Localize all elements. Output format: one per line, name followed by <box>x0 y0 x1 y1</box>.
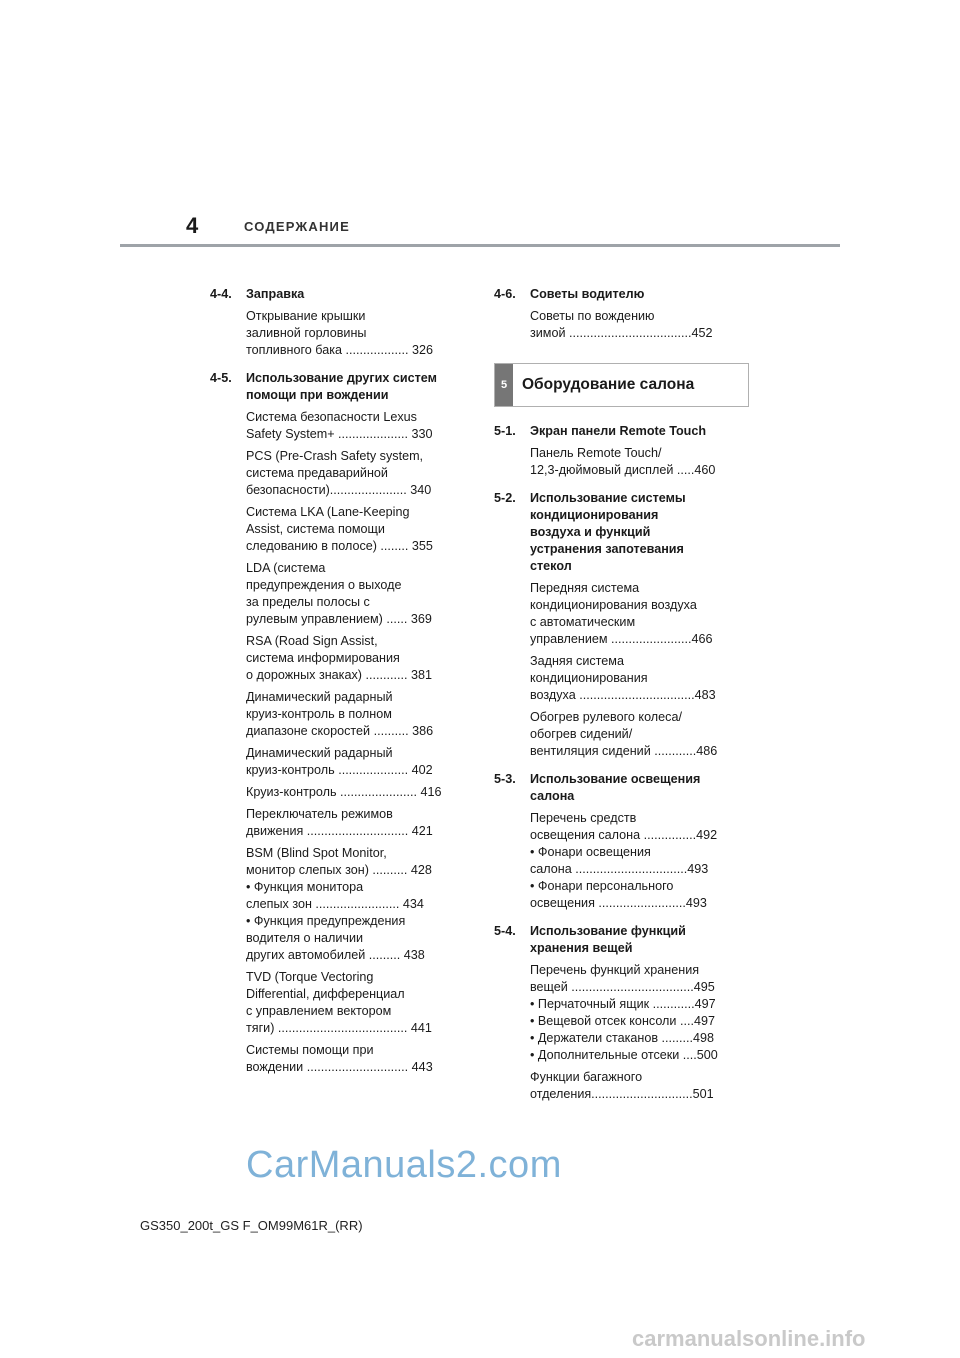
chapter-header[interactable] <box>494 363 749 407</box>
section-number: 4-6. <box>494 287 516 301</box>
text-line: Круиз-контроль ...................... 416 <box>246 785 442 799</box>
toc-subentry[interactable] <box>494 878 749 912</box>
text-line: за пределы полосы с <box>246 595 370 609</box>
text-line: помощи при вождении <box>246 388 389 402</box>
toc-subentry[interactable] <box>494 1030 749 1047</box>
toc-entry[interactable] <box>210 504 460 555</box>
section-number: 5-1. <box>494 424 516 438</box>
section-heading[interactable] <box>494 423 749 440</box>
text-line: • Функция монитора <box>246 880 364 894</box>
header-divider <box>120 244 840 247</box>
text-line: устранения запотевания <box>530 542 684 556</box>
text-line: обогрев сидений/ <box>530 727 633 741</box>
text-line: освещения .........................493 <box>530 896 707 910</box>
text-line: Советы по вождению <box>530 309 655 323</box>
toc-subentry[interactable] <box>494 996 749 1013</box>
footer-model-code: GS350_200t_GS F_OM99M61R_(RR) <box>140 1218 363 1233</box>
text-line: 12,3-дюймовый дисплей .....460 <box>530 463 716 477</box>
text-line: Перечень функций хранения <box>530 963 700 977</box>
toc-entry[interactable] <box>494 1069 749 1103</box>
text-line: Safety System+ .................... 330 <box>246 427 433 441</box>
page-header <box>120 213 840 247</box>
toc-entry[interactable] <box>210 560 460 628</box>
text-line: RSA (Road Sign Assist, <box>246 634 378 648</box>
text-line: • Перчаточный ящик ............497 <box>530 997 716 1011</box>
toc-section-group <box>494 286 749 353</box>
section-heading[interactable] <box>494 286 749 303</box>
text-line: кондиционирования <box>530 671 648 685</box>
section-title <box>530 286 749 303</box>
text-line: круиз-контроль в полном <box>246 707 392 721</box>
text-line: система информирования <box>246 651 400 665</box>
text-line: Открывание крышки <box>246 309 366 323</box>
toc-entry[interactable] <box>494 653 749 704</box>
text-line: отделения.............................501 <box>530 1087 714 1101</box>
text-line: стекол <box>530 559 572 573</box>
section-spacer <box>210 1081 460 1087</box>
toc-entry[interactable] <box>210 1042 460 1076</box>
text-line: • Держатели стаканов .........498 <box>530 1031 715 1045</box>
chapter-number-tab: 5 <box>495 364 513 406</box>
text-line: хранения вещей <box>530 941 633 955</box>
text-line: движения ............................. 421 <box>246 824 433 838</box>
toc-subentry[interactable] <box>210 879 460 913</box>
section-title <box>530 771 749 805</box>
section-number: 5-2. <box>494 491 516 505</box>
toc-entry[interactable] <box>494 445 749 479</box>
toc-entry[interactable] <box>210 308 460 359</box>
text-line: Differential, дифференциал <box>246 987 405 1001</box>
section-heading[interactable] <box>210 370 460 404</box>
text-line: круиз-контроль .................... 402 <box>246 763 433 777</box>
text-line: безопасности)...................... 340 <box>246 483 432 497</box>
section-spacer <box>494 347 749 353</box>
text-line: предупреждения о выходе <box>246 578 402 592</box>
text-line: • Дополнительные отсеки ....500 <box>530 1048 718 1062</box>
text-line: Использование освещения <box>530 772 701 786</box>
text-line: рулевым управлением) ...... 369 <box>246 612 432 626</box>
toc-entry[interactable] <box>210 448 460 499</box>
text-line: BSM (Blind Spot Monitor, <box>246 846 387 860</box>
section-number: 4-4. <box>210 287 232 301</box>
text-line: Экран панели Remote Touch <box>530 424 707 438</box>
text-line: кондиционирования воздуха <box>530 598 697 612</box>
text-line: воздуха .................................483 <box>530 688 716 702</box>
section-number: 5-4. <box>494 924 516 938</box>
section-number: 5-3. <box>494 772 516 786</box>
text-line: • Вещевой отсек консоли ....497 <box>530 1014 715 1028</box>
toc-entry[interactable] <box>494 810 749 844</box>
text-line: Перечень средств <box>530 811 637 825</box>
text-line: вентиляция сидений ............486 <box>530 744 718 758</box>
text-line: воздуха и функций <box>530 525 651 539</box>
watermark-carmanualsonline: carmanualsonline.info <box>632 1326 866 1351</box>
text-line: с автоматическим <box>530 615 636 629</box>
text-line: Переключатель режимов <box>246 807 393 821</box>
section-heading[interactable] <box>494 771 749 805</box>
text-line: Использование системы <box>530 491 686 505</box>
text-line: Использование функций <box>530 924 686 938</box>
text-line: Панель Remote Touch/ <box>530 446 662 460</box>
text-line: Система LKA (Lane-Keeping <box>246 505 410 519</box>
section-title <box>246 370 460 404</box>
text-line: слепых зон ........................ 434 <box>246 897 424 911</box>
toc-entry[interactable] <box>494 962 749 996</box>
page-title: СОДЕРЖАНИЕ <box>244 219 350 234</box>
text-line: Системы помощи при <box>246 1043 374 1057</box>
text-line: • Функция предупреждения <box>246 914 406 928</box>
text-line: TVD (Torque Vectoring <box>246 970 374 984</box>
text-line: Использование других систем <box>246 371 437 385</box>
text-line: • Фонари персонального <box>530 879 674 893</box>
text-line: система предаварийной <box>246 466 388 480</box>
toc-entry[interactable] <box>210 689 460 740</box>
toc-entry[interactable] <box>210 745 460 779</box>
toc-entry[interactable] <box>210 784 460 801</box>
text-line: топливного бака .................. 326 <box>246 343 434 357</box>
text-line: Динамический радарный <box>246 690 393 704</box>
text-line: тяги) ..................................... 441 <box>246 1021 432 1035</box>
text-line: водителя о наличии <box>246 931 364 945</box>
text-line: вещей ...................................495 <box>530 980 715 994</box>
toc-section-group <box>494 423 749 1114</box>
section-spacer <box>494 1108 749 1114</box>
section-title <box>530 923 749 957</box>
chapter-title: Оборудование салона <box>522 376 695 393</box>
section-number: 4-5. <box>210 371 232 385</box>
toc-subentry[interactable] <box>494 1047 749 1064</box>
text-line: следованию в полосе) ........ 355 <box>246 539 433 553</box>
toc-entry[interactable] <box>210 633 460 684</box>
section-heading[interactable] <box>210 286 460 303</box>
toc-entry[interactable] <box>210 806 460 840</box>
text-line: Заправка <box>246 287 305 301</box>
toc-entry[interactable] <box>494 709 749 760</box>
toc-entry[interactable] <box>210 845 460 879</box>
toc-entry[interactable] <box>494 308 749 342</box>
page-number: 4 <box>186 213 199 238</box>
text-line: Задняя система <box>530 654 624 668</box>
toc-left-column <box>210 286 460 1087</box>
text-line: Обогрев рулевого колеса/ <box>530 710 682 724</box>
text-line: освещения салона ...............492 <box>530 828 718 842</box>
section-heading[interactable] <box>494 923 749 957</box>
toc-subentry[interactable] <box>494 1013 749 1030</box>
text-line: других автомобилей ......... 438 <box>246 948 425 962</box>
text-line: зимой ...................................452 <box>530 326 713 340</box>
text-line: монитор слепых зон) .......... 428 <box>246 863 432 877</box>
toc-right-column <box>494 286 749 1114</box>
text-line: с управлением вектором <box>246 1004 392 1018</box>
toc-entry[interactable] <box>210 409 460 443</box>
text-line: Советы водителю <box>530 287 645 301</box>
text-line: салона ................................493 <box>530 862 709 876</box>
section-heading[interactable] <box>494 490 749 575</box>
text-line: заливной горловины <box>246 326 367 340</box>
text-line: • Фонари освещения <box>530 845 651 859</box>
text-line: Функции багажного <box>530 1070 643 1084</box>
watermark-carmanuals2: CarManuals2.com <box>246 1144 562 1186</box>
text-line: Динамический радарный <box>246 746 393 760</box>
text-line: кондиционирования <box>530 508 659 522</box>
text-line: управлением .......................466 <box>530 632 713 646</box>
toc-subentry[interactable] <box>210 913 460 964</box>
text-line: салона <box>530 789 575 803</box>
toc-entry[interactable] <box>494 580 749 648</box>
section-title <box>530 490 749 575</box>
text-line: PCS (Pre-Crash Safety system, <box>246 449 424 463</box>
text-line: LDA (система <box>246 561 326 575</box>
text-line: Система безопасности Lexus <box>246 410 417 424</box>
text-line: вождении ............................. 443 <box>246 1060 433 1074</box>
toc-subentry[interactable] <box>494 844 749 878</box>
text-line: диапазоне скоростей .......... 386 <box>246 724 434 738</box>
section-title <box>530 423 749 440</box>
toc-entry[interactable] <box>210 969 460 1037</box>
text-line: Assist, система помощи <box>246 522 385 536</box>
text-line: о дорожных знаках) ............ 381 <box>246 668 432 682</box>
text-line: Передняя система <box>530 581 640 595</box>
section-title <box>246 286 460 303</box>
